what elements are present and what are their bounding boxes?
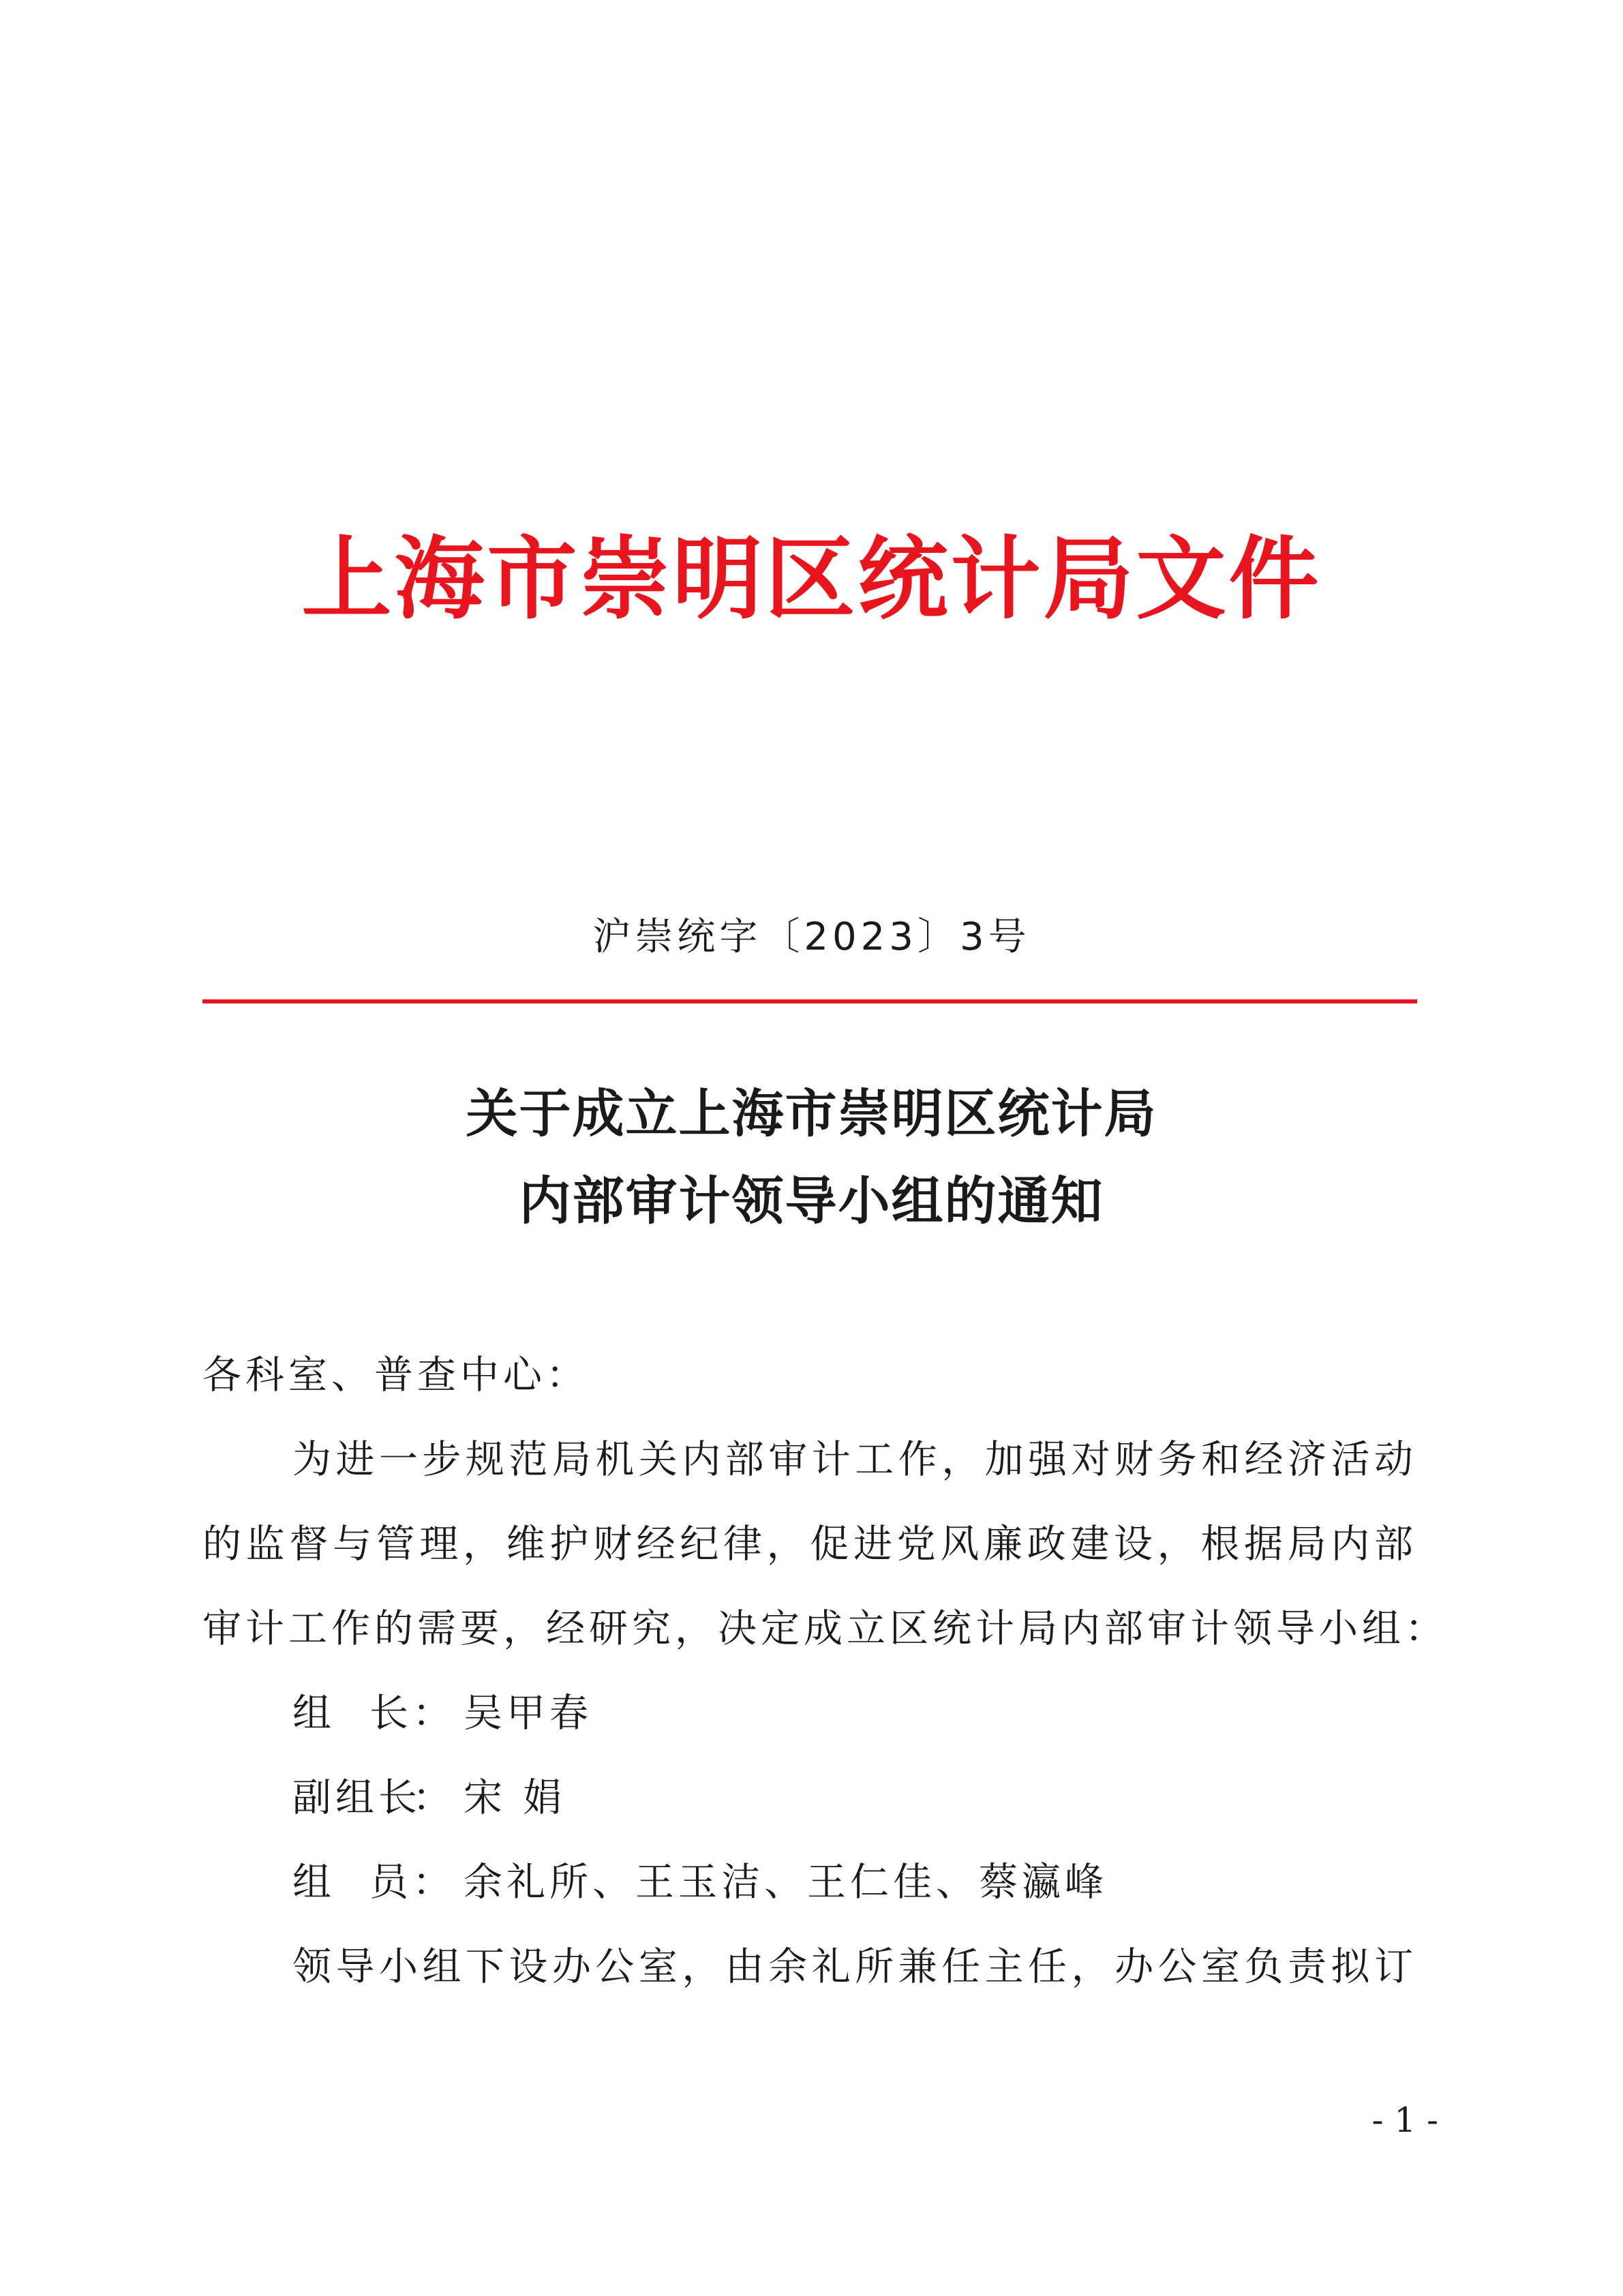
- member-row-deputy: [202, 1755, 1417, 1840]
- member-colon: ：: [412, 1691, 455, 1736]
- member-colon: ：: [412, 1860, 455, 1905]
- red-divider-line: [202, 999, 1417, 1003]
- member-role: 组 员: [292, 1860, 412, 1905]
- paragraph-line-2: 的监督与管理，维护财经纪律，促进党风廉政建设，根据局内部: [202, 1522, 1417, 1567]
- member-row-members: [202, 1840, 1417, 1924]
- member-role: 组 长: [292, 1691, 412, 1736]
- document-masthead: 上海市崇明区统计局文件: [301, 526, 1322, 632]
- member-role: 副组长: [292, 1775, 421, 1820]
- title-line-2: 内部审计领导小组的通知: [519, 1170, 1104, 1231]
- title-line-1: 关于成立上海市崇明区统计局: [466, 1083, 1157, 1144]
- page-number: - 1 -: [1371, 2100, 1438, 2140]
- paragraph-line-1: 为进一步规范局机关内部审计工作，加强对财务和经济活动: [292, 1437, 1417, 1482]
- document-title: [0, 1070, 1623, 1245]
- paragraph-line-3: 审计工作的需要，经研究，决定成立区统计局内部审计领导小组：: [202, 1606, 1448, 1651]
- document-number: 沪崇统字〔2023〕3号: [592, 915, 1031, 959]
- member-names: 余礼所、王玉洁、王仁佳、蔡瀛峰: [464, 1860, 1108, 1905]
- salutation: 各科室、普查中心：: [202, 1353, 589, 1398]
- closing-line: 领导小组下设办公室，由余礼所兼任主任，办公室负责拟订: [292, 1944, 1417, 1989]
- member-colon: ：: [412, 1775, 455, 1820]
- member-names: 吴甲春: [464, 1691, 592, 1736]
- member-names: 宋 娟: [464, 1775, 566, 1820]
- member-row-leader: [202, 1671, 1417, 1755]
- document-body: [202, 1333, 1448, 2009]
